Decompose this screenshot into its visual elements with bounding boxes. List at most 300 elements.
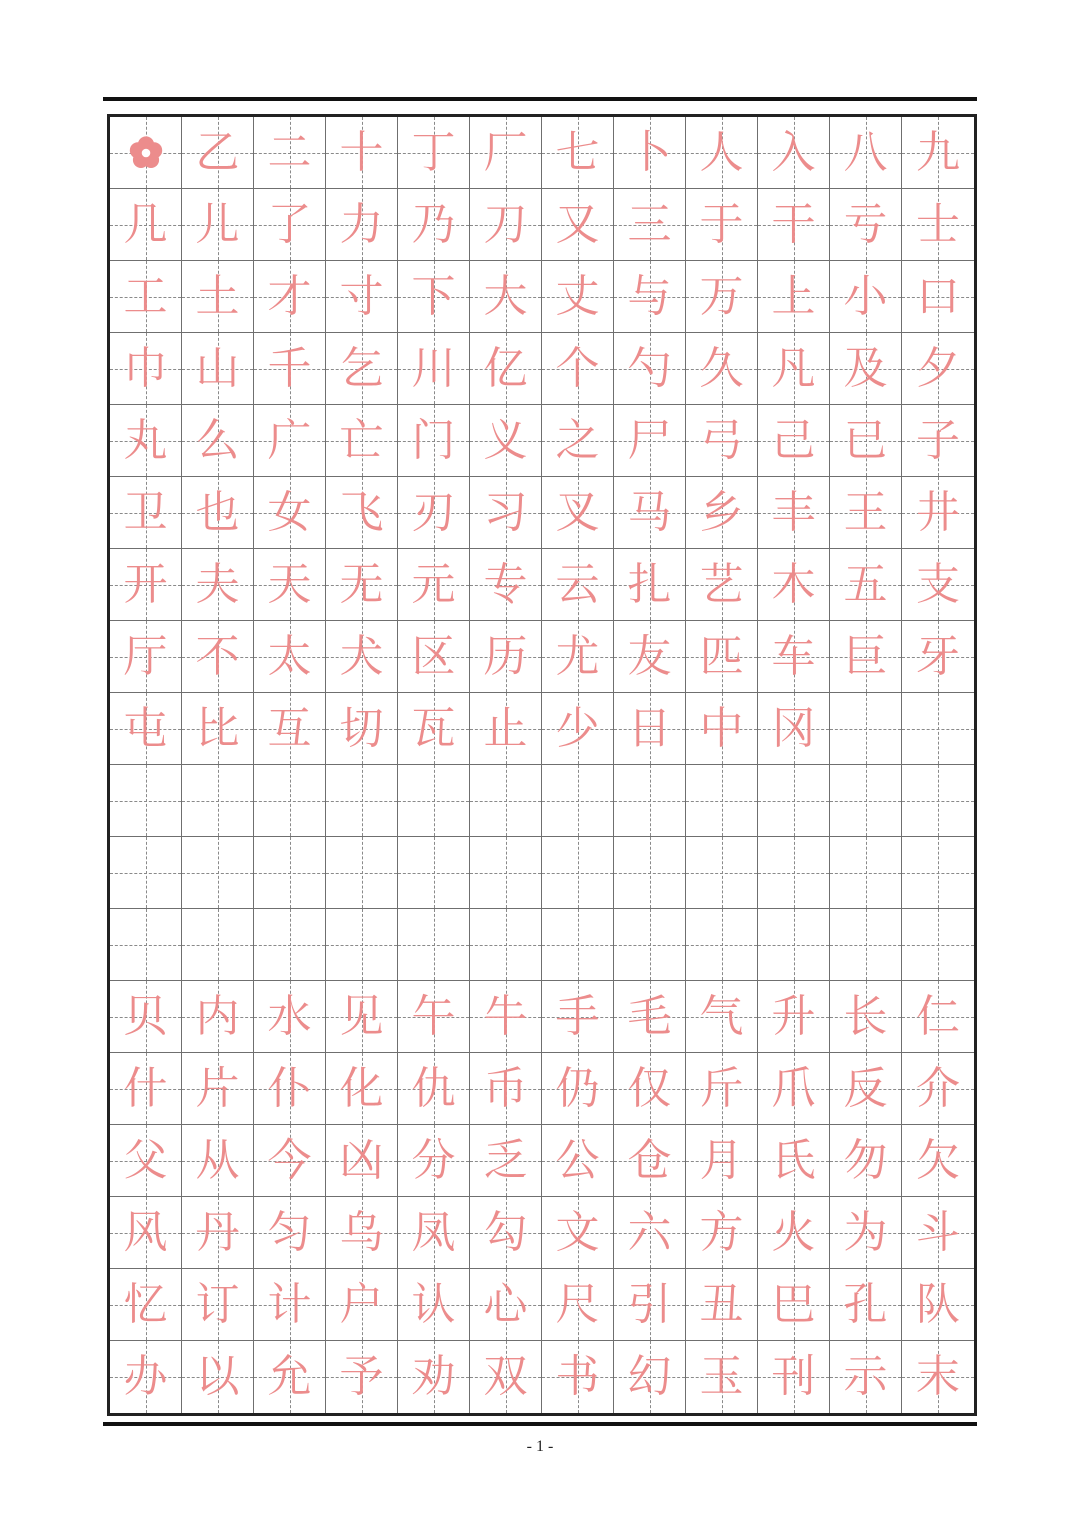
practice-character: 瓦	[411, 702, 456, 754]
practice-character: 凡	[771, 342, 816, 394]
grid-cell	[110, 1341, 182, 1413]
practice-character: 文	[555, 1206, 600, 1258]
practice-character: 欠	[916, 1134, 960, 1186]
grid-cell	[470, 261, 542, 333]
grid-cell	[110, 693, 182, 765]
practice-character: 士	[916, 198, 960, 250]
grid-cell	[326, 909, 398, 981]
grid-cell	[254, 837, 326, 909]
grid-cell	[182, 693, 254, 765]
grid-cell	[758, 1341, 830, 1413]
practice-character: 大	[483, 270, 528, 322]
grid-cell	[326, 621, 398, 693]
practice-character: 丰	[771, 486, 816, 538]
grid-cell	[830, 765, 902, 837]
grid-cell	[830, 1197, 902, 1269]
grid-cell	[398, 765, 470, 837]
practice-character: 刃	[411, 486, 456, 538]
grid-cell	[542, 117, 614, 189]
grid-cell	[542, 1053, 614, 1125]
practice-character: 王	[843, 486, 888, 538]
grid-cell	[686, 333, 758, 405]
practice-character: 示	[843, 1351, 888, 1402]
grid-cell	[758, 261, 830, 333]
grid-cell	[470, 333, 542, 405]
grid-cell	[398, 837, 470, 909]
grid-cell	[326, 1053, 398, 1125]
grid-cell	[830, 549, 902, 621]
grid-cell	[758, 117, 830, 189]
practice-character: 及	[843, 342, 888, 394]
grid-cell	[686, 117, 758, 189]
grid-cell	[902, 1125, 974, 1197]
practice-character: 口	[916, 270, 960, 322]
grid-cell	[182, 1197, 254, 1269]
practice-character: 乙	[195, 126, 240, 178]
practice-character: 丁	[411, 126, 456, 178]
grid-cell	[254, 1053, 326, 1125]
practice-grid-sheet	[107, 114, 977, 1416]
grid-cell	[470, 981, 542, 1053]
grid-cell	[470, 909, 542, 981]
practice-character: 弓	[699, 414, 744, 466]
grid-cell	[182, 1341, 254, 1413]
grid-cell	[614, 981, 686, 1053]
grid-cell	[902, 261, 974, 333]
grid-cell	[470, 117, 542, 189]
grid-cell	[542, 405, 614, 477]
grid-cell	[902, 477, 974, 549]
bottom-rule	[103, 1422, 977, 1426]
grid-cell	[470, 1269, 542, 1341]
grid-cell	[326, 405, 398, 477]
practice-character: 下	[411, 270, 456, 322]
grid-cell	[182, 765, 254, 837]
grid-cell	[182, 621, 254, 693]
practice-character: 丹	[195, 1206, 240, 1258]
grid-cell	[614, 1053, 686, 1125]
grid-cell	[470, 189, 542, 261]
top-rule	[103, 97, 977, 101]
grid-cell	[542, 333, 614, 405]
practice-character: 月	[699, 1134, 744, 1186]
practice-character: 仓	[627, 1134, 672, 1186]
grid-cell	[398, 1053, 470, 1125]
practice-character: 太	[267, 630, 312, 682]
practice-character: 介	[916, 1062, 960, 1114]
practice-character: 五	[843, 558, 888, 610]
grid-cell	[254, 549, 326, 621]
grid-cell	[398, 693, 470, 765]
grid-cell	[686, 1053, 758, 1125]
practice-character: 中	[699, 702, 744, 754]
grid-cell	[686, 1269, 758, 1341]
grid-cell	[830, 117, 902, 189]
practice-character: 天	[267, 558, 312, 610]
practice-character: 支	[916, 558, 960, 610]
grid-cell	[254, 405, 326, 477]
practice-character: 仍	[555, 1062, 600, 1114]
grid-cell	[686, 981, 758, 1053]
grid-cell	[542, 837, 614, 909]
grid-cell	[182, 477, 254, 549]
practice-character: 乡	[699, 486, 744, 538]
grid-cell	[182, 981, 254, 1053]
grid-cell	[542, 477, 614, 549]
grid-cell	[470, 693, 542, 765]
grid-cell	[830, 1053, 902, 1125]
grid-cell	[758, 765, 830, 837]
practice-character: 厅	[123, 630, 168, 682]
practice-character: 了	[267, 198, 312, 250]
practice-character: 井	[916, 486, 960, 538]
grid-cell	[902, 1197, 974, 1269]
grid-cell	[254, 1269, 326, 1341]
grid-cell	[254, 261, 326, 333]
grid-cell	[830, 621, 902, 693]
practice-character: 木	[771, 558, 816, 610]
practice-character: 元	[411, 558, 456, 610]
practice-character: 万	[699, 270, 744, 322]
grid-cell	[830, 405, 902, 477]
grid-cell	[398, 405, 470, 477]
practice-character: 巾	[123, 342, 168, 394]
grid-cell	[902, 1269, 974, 1341]
practice-character: 尺	[555, 1278, 600, 1330]
practice-character: 今	[267, 1134, 312, 1186]
grid-cell	[758, 1197, 830, 1269]
grid-cell	[254, 981, 326, 1053]
grid-cell	[614, 333, 686, 405]
practice-character: 门	[411, 414, 456, 466]
practice-character: 尤	[555, 630, 600, 682]
grid-cell	[830, 477, 902, 549]
practice-character: 么	[195, 414, 240, 466]
grid-cell	[182, 189, 254, 261]
practice-character: 丈	[555, 270, 600, 322]
practice-character: 仅	[627, 1062, 672, 1114]
practice-character: 反	[843, 1062, 888, 1114]
practice-character: 双	[483, 1351, 528, 1402]
grid-cell	[614, 549, 686, 621]
practice-character: 乏	[483, 1134, 528, 1186]
practice-character: 亡	[339, 414, 384, 466]
practice-character: 之	[555, 414, 600, 466]
grid-cell	[470, 405, 542, 477]
practice-character: 尸	[627, 414, 672, 466]
practice-character: 寸	[339, 270, 384, 322]
grid-cell	[542, 909, 614, 981]
grid-cell	[182, 117, 254, 189]
practice-character: 户	[339, 1278, 384, 1330]
grid-cell	[398, 1269, 470, 1341]
grid-cell	[686, 1125, 758, 1197]
practice-character: 八	[843, 126, 888, 178]
grid-cell	[182, 1269, 254, 1341]
grid-cell	[110, 549, 182, 621]
grid-cell	[542, 693, 614, 765]
grid-cell	[902, 981, 974, 1053]
practice-character: 忆	[123, 1278, 168, 1330]
grid-cell	[614, 1341, 686, 1413]
practice-character: 牙	[916, 630, 960, 682]
grid-cell	[614, 693, 686, 765]
grid-cell	[254, 117, 326, 189]
grid-cell	[326, 1197, 398, 1269]
practice-character: 久	[699, 342, 744, 394]
practice-character: 卫	[123, 486, 168, 538]
grid-cell	[614, 837, 686, 909]
grid-cell	[542, 1269, 614, 1341]
practice-character: 女	[267, 486, 312, 538]
practice-character: 巴	[771, 1278, 816, 1330]
practice-character: 刊	[771, 1351, 816, 1402]
grid-cell	[470, 1053, 542, 1125]
grid-cell	[758, 189, 830, 261]
practice-character: 广	[267, 414, 312, 466]
grid-cell	[614, 189, 686, 261]
practice-character: 以	[195, 1351, 240, 1402]
practice-character: 丸	[123, 414, 168, 466]
practice-character: 土	[195, 270, 240, 322]
grid-cell	[686, 837, 758, 909]
grid-cell	[830, 1269, 902, 1341]
practice-character: 片	[195, 1062, 240, 1114]
grid-cell	[182, 333, 254, 405]
practice-character: 已	[843, 414, 888, 466]
practice-character: 日	[627, 702, 672, 754]
practice-character: 分	[411, 1134, 456, 1186]
practice-character: 方	[699, 1206, 744, 1258]
grid-cell	[830, 837, 902, 909]
practice-character: 飞	[339, 486, 384, 538]
grid-cell	[470, 621, 542, 693]
practice-character: 友	[627, 630, 672, 682]
practice-character: 勺	[627, 342, 672, 394]
practice-character: 心	[483, 1278, 528, 1330]
grid-cell	[902, 909, 974, 981]
grid-cell	[326, 693, 398, 765]
practice-character: 仇	[411, 1062, 456, 1114]
grid-cell	[830, 261, 902, 333]
practice-character: 才	[267, 270, 312, 322]
grid-cell	[758, 909, 830, 981]
practice-character: 订	[195, 1278, 240, 1330]
grid-cell	[758, 837, 830, 909]
practice-character: 小	[843, 270, 888, 322]
practice-character: 刀	[483, 198, 528, 250]
grid-cell	[110, 765, 182, 837]
practice-character: 气	[699, 990, 744, 1042]
grid-cell	[326, 333, 398, 405]
grid-cell	[614, 1125, 686, 1197]
practice-character: 二	[267, 126, 312, 178]
grid-cell	[902, 1053, 974, 1125]
practice-character: 化	[339, 1062, 384, 1114]
grid-cell	[758, 1269, 830, 1341]
practice-character: 冈	[771, 702, 816, 754]
practice-character: 斗	[916, 1206, 960, 1258]
grid-cell	[398, 549, 470, 621]
practice-character: 专	[483, 558, 528, 610]
practice-character: 七	[555, 126, 600, 178]
grid-cell	[830, 1341, 902, 1413]
practice-character: 于	[699, 198, 744, 250]
practice-character: 队	[916, 1278, 960, 1330]
grid-cell	[614, 261, 686, 333]
grid-cell	[182, 549, 254, 621]
grid-cell	[398, 261, 470, 333]
grid-cell	[326, 549, 398, 621]
grid-cell	[326, 1341, 398, 1413]
grid-cell	[614, 909, 686, 981]
practice-character: 午	[411, 990, 456, 1042]
practice-character: 人	[699, 126, 744, 178]
grid-cell	[182, 837, 254, 909]
practice-character: 切	[339, 702, 384, 754]
grid-cell	[110, 261, 182, 333]
grid-cell	[110, 189, 182, 261]
grid-cell	[758, 477, 830, 549]
practice-character: 长	[843, 990, 888, 1042]
practice-character: 开	[123, 558, 168, 610]
practice-character: 火	[771, 1206, 816, 1258]
practice-character: 几	[123, 198, 168, 250]
practice-character: 上	[771, 270, 816, 322]
practice-character: 从	[195, 1134, 240, 1186]
practice-character: 劝	[411, 1351, 456, 1402]
practice-character: 什	[123, 1062, 168, 1114]
grid-cell	[470, 837, 542, 909]
grid-cell	[902, 333, 974, 405]
grid-cell	[398, 981, 470, 1053]
grid-cell	[254, 765, 326, 837]
grid-cell	[542, 261, 614, 333]
practice-character: 个	[555, 342, 600, 394]
grid-cell	[110, 1125, 182, 1197]
grid-cell	[398, 477, 470, 549]
grid-cell	[254, 1197, 326, 1269]
grid-cell	[902, 837, 974, 909]
practice-character: 子	[916, 414, 960, 466]
grid-cell	[758, 333, 830, 405]
grid-cell	[542, 765, 614, 837]
practice-character: 不	[195, 630, 240, 682]
grid-cell	[686, 261, 758, 333]
grid-cell	[614, 477, 686, 549]
grid-cell	[398, 117, 470, 189]
grid-cell	[470, 1197, 542, 1269]
grid-cell	[110, 117, 182, 189]
practice-character: 夕	[916, 342, 960, 394]
practice-character: 犬	[339, 630, 384, 682]
practice-character: 云	[555, 558, 600, 610]
grid-cell	[686, 477, 758, 549]
grid-cell	[470, 1125, 542, 1197]
grid-cell	[398, 189, 470, 261]
practice-character: 互	[267, 702, 312, 754]
practice-character: 屯	[123, 702, 168, 754]
grid-cell	[326, 765, 398, 837]
practice-character: 水	[267, 990, 312, 1042]
practice-character: 乌	[339, 1206, 384, 1258]
grid-cell	[326, 837, 398, 909]
practice-character: 卜	[627, 126, 672, 178]
practice-character: 凶	[339, 1134, 384, 1186]
grid-cell	[110, 333, 182, 405]
grid-cell	[758, 981, 830, 1053]
practice-character: 公	[555, 1134, 600, 1186]
practice-character: 扎	[627, 558, 672, 610]
practice-character: 手	[555, 990, 600, 1042]
grid-cell	[902, 405, 974, 477]
grid-cell	[758, 405, 830, 477]
grid-cell	[902, 621, 974, 693]
grid-cell	[902, 693, 974, 765]
practice-character: 引	[627, 1278, 672, 1330]
practice-character: 玉	[699, 1351, 744, 1402]
practice-character: 幻	[627, 1351, 672, 1402]
practice-character: 乞	[339, 342, 384, 394]
practice-character: 川	[411, 342, 456, 394]
practice-character: 氏	[771, 1134, 816, 1186]
practice-character: 叉	[555, 486, 600, 538]
flower-icon	[127, 134, 165, 172]
grid-cell	[902, 117, 974, 189]
grid-cell	[254, 477, 326, 549]
grid-cell	[542, 1197, 614, 1269]
grid-cell	[758, 693, 830, 765]
practice-character: 仆	[267, 1062, 312, 1114]
grid-cell	[830, 981, 902, 1053]
grid-cell	[686, 549, 758, 621]
practice-character: 千	[267, 342, 312, 394]
grid-cell	[326, 189, 398, 261]
practice-character: 厂	[483, 126, 528, 178]
grid-cell	[614, 765, 686, 837]
practice-character: 毛	[627, 990, 672, 1042]
practice-character: 币	[483, 1062, 528, 1114]
practice-character: 办	[123, 1351, 168, 1402]
practice-character: 贝	[123, 990, 168, 1042]
grid-cell	[686, 405, 758, 477]
grid-cell	[686, 693, 758, 765]
grid-cell	[326, 477, 398, 549]
grid-cell	[398, 1341, 470, 1413]
grid-cell	[686, 189, 758, 261]
practice-character: 勿	[843, 1134, 888, 1186]
grid-cell	[254, 1341, 326, 1413]
practice-character: 乃	[411, 198, 456, 250]
practice-character: 凤	[411, 1206, 456, 1258]
practice-character: 儿	[195, 198, 240, 250]
grid-cell	[614, 117, 686, 189]
practice-character: 山	[195, 342, 240, 394]
grid-cell	[398, 621, 470, 693]
practice-character: 匀	[267, 1206, 312, 1258]
practice-character: 勾	[483, 1206, 528, 1258]
practice-character: 末	[916, 1351, 960, 1402]
practice-character: 升	[771, 990, 816, 1042]
grid-cell	[398, 333, 470, 405]
practice-character: 父	[123, 1134, 168, 1186]
practice-character: 予	[339, 1351, 384, 1402]
grid-cell	[614, 1197, 686, 1269]
grid-cell	[182, 1125, 254, 1197]
practice-character: 六	[627, 1206, 672, 1258]
grid-cell	[686, 909, 758, 981]
grid-cell	[758, 621, 830, 693]
